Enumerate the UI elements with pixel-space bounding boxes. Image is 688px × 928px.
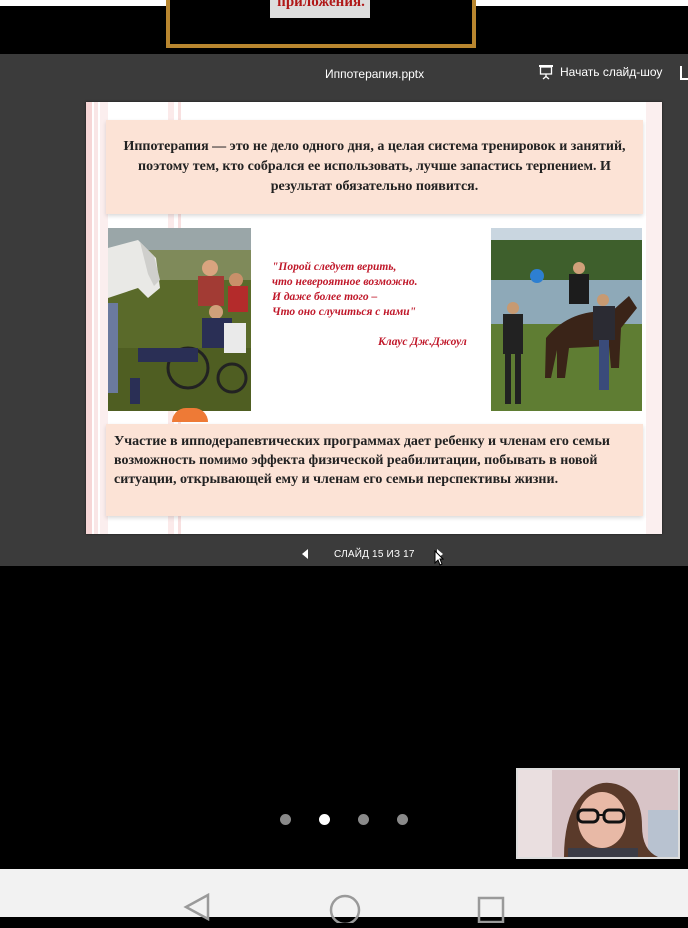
webcam-video[interactable] [516,768,680,859]
quote [272,260,482,320]
slide-navigation-bar [0,544,688,566]
start-slideshow-label: Начать слайд-шоу [560,65,663,79]
edge-toolbar-icon[interactable] [680,66,688,80]
photo-girl-horse-ball [491,228,642,411]
page-dot[interactable] [358,814,369,825]
file-title: Иппотерапия.pptx [325,67,425,81]
previous-slide-text: приложения. [277,0,365,10]
previous-slide-strip [0,0,688,54]
page-indicator [280,814,410,828]
page-dot[interactable] [397,814,408,825]
quote-line: "Порой следует верить, [272,261,397,273]
bottom-text: Участие в ипподерапевтических программах дает ребенку и членам его семьи возможность помимо эффекта физической реабилитации, побывать в новой ситуации, открывающей ему и членам его семьи перспективы жизни. [114,434,610,487]
bottom-text-box [106,424,643,516]
slide-stripe [646,102,662,534]
slide [86,102,662,534]
top-text-box [106,120,643,214]
chevron-left-icon[interactable] [302,549,308,559]
presentation-icon [538,64,554,80]
quote-line: И даже более того – [272,291,378,303]
mouse-cursor-icon [434,550,444,571]
top-text: Иппотерапия — это не дело одного дня, а целая система тренировок и занятий, поэтому тем, кто собрался ее использовать, лучше запастись терпением. И результат обязательно появится. [123,139,626,194]
start-slideshow-button[interactable] [538,64,662,80]
quote-author: Клаус Дж.Джоул [378,336,467,348]
quote-line: что невероятное возможно. [272,276,418,288]
slide-stripe [86,102,92,534]
android-navigation-bar [0,869,688,917]
slide-stripe [94,102,98,534]
quote-line: Что оно случиться с нами" [272,306,417,318]
recents-icon[interactable] [476,895,506,928]
page-dot[interactable] [280,814,291,825]
previous-slide-thumbnail[interactable] [166,0,476,48]
photo-wheelchair-horse [108,228,251,411]
back-icon[interactable] [182,893,212,926]
decorative-orange-shape [172,408,208,422]
home-icon[interactable] [328,893,362,928]
slide-counter: СЛАЙД 15 ИЗ 17 [334,549,415,560]
viewer-header [0,54,688,96]
page-dot-active[interactable] [319,814,330,825]
